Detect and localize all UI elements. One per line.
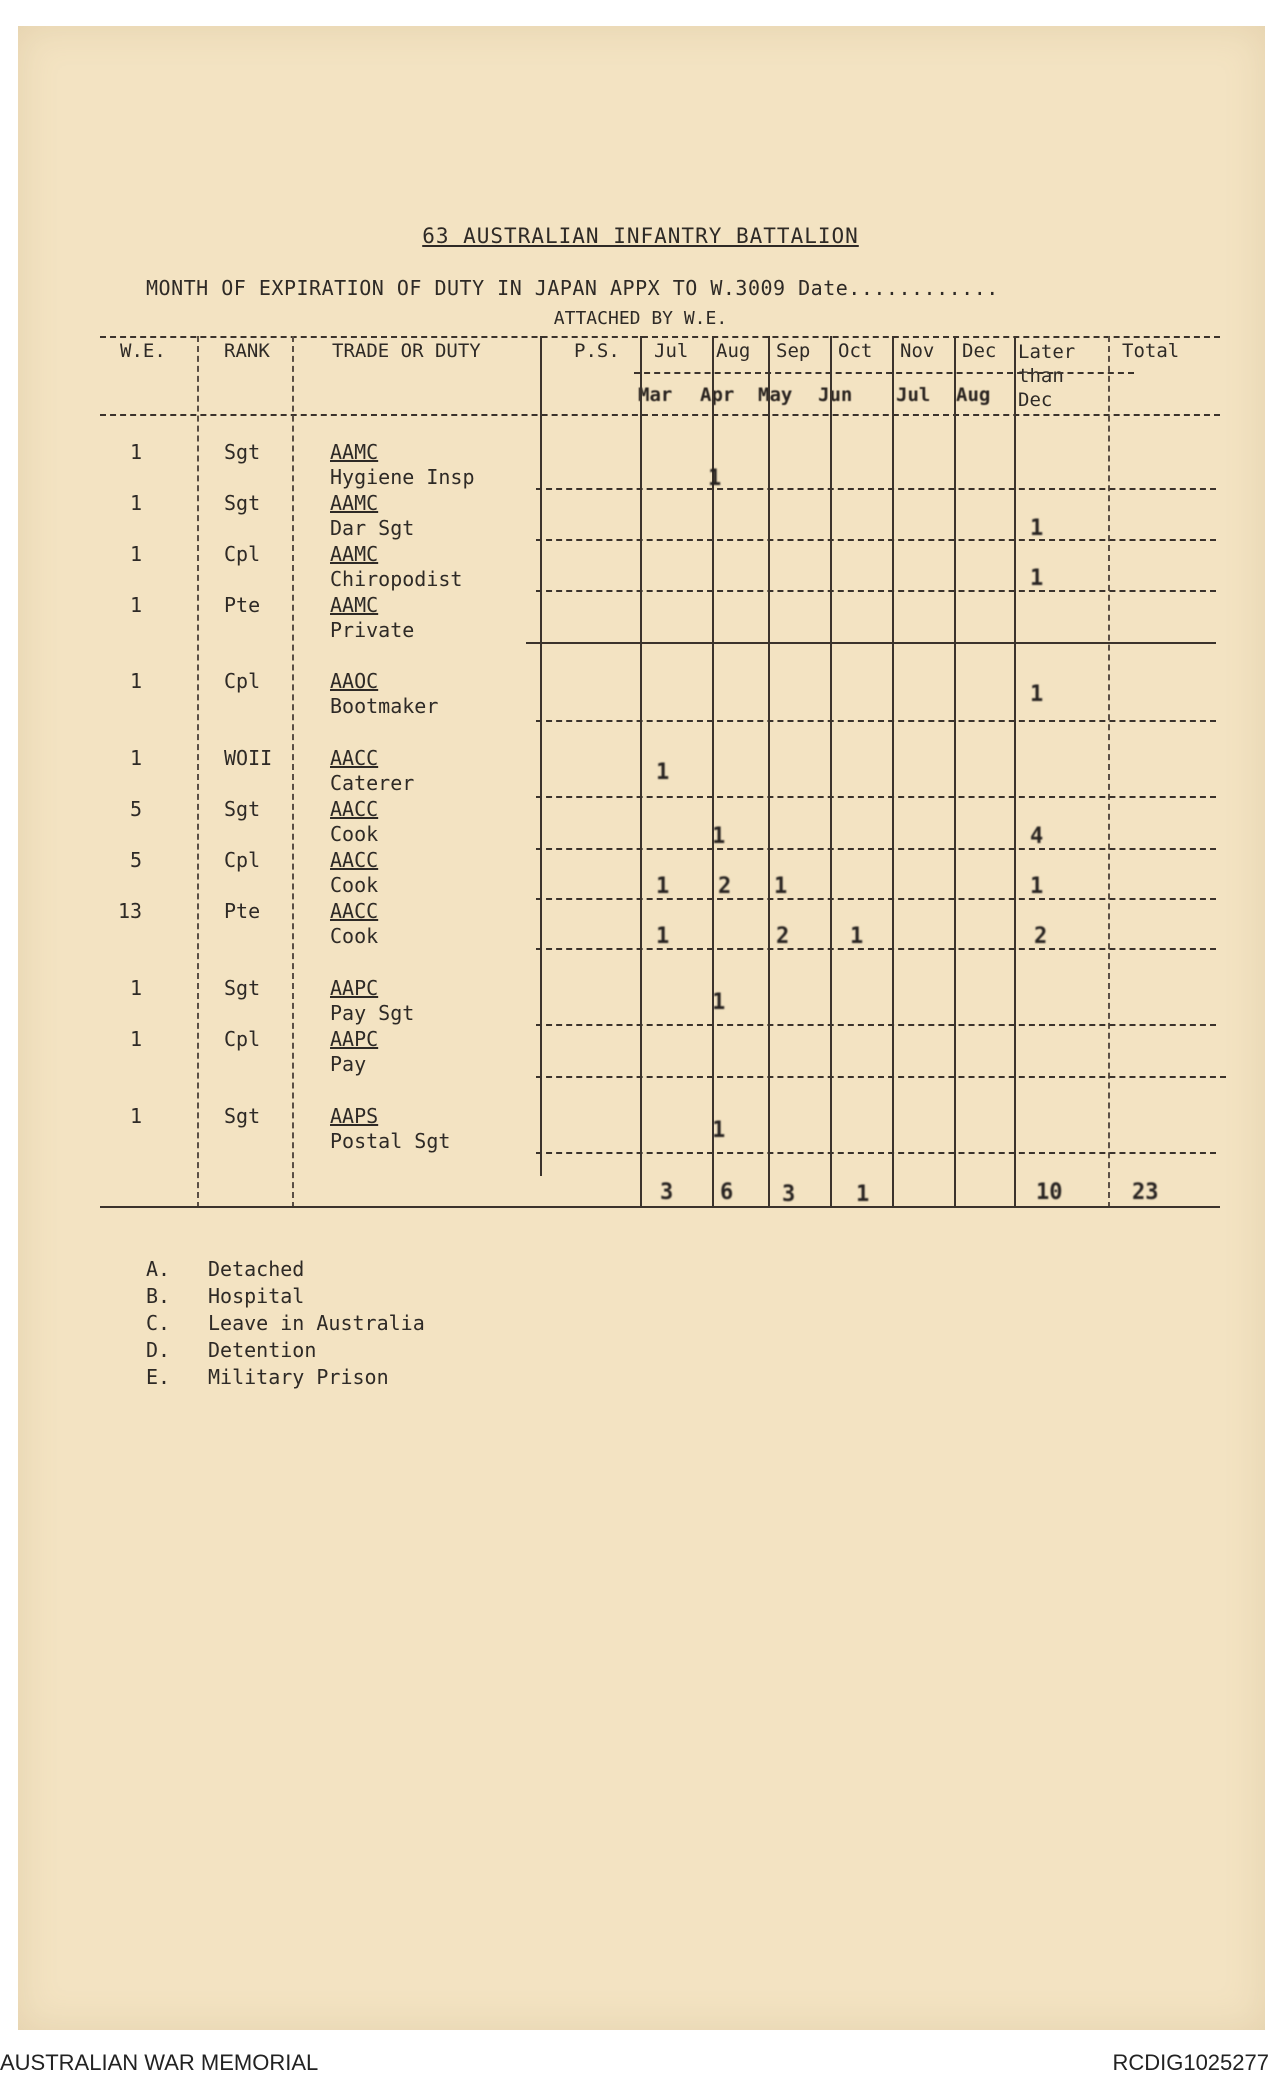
row-rule-3 <box>536 590 1216 592</box>
row-1-rank: Sgt <box>224 440 261 464</box>
row-rule-9 <box>536 948 1216 950</box>
header-total: Total <box>1122 340 1180 362</box>
attached-label: ATTACHED BY W.E. <box>553 308 728 329</box>
row-7-we: 5 <box>130 797 143 821</box>
row-1-trade <box>330 440 475 490</box>
legend-key: A. <box>146 1257 171 1281</box>
duty-table <box>100 336 1220 1208</box>
header-top-month-1: Jul <box>654 340 689 362</box>
row-3-duty: Chiropodist <box>330 567 463 591</box>
row-5-trade <box>330 669 438 719</box>
row-6-trade <box>330 746 414 796</box>
legend-text: Hospital <box>208 1284 305 1308</box>
row-5-corps: AAOC <box>330 669 379 693</box>
row-9-corps: AACC <box>330 899 379 923</box>
row-8-corps: AACC <box>330 848 379 872</box>
entry-cplcook-later: 1 <box>1030 874 1044 899</box>
entry-caterer-mar: 1 <box>656 760 670 785</box>
row-7-rank: Sgt <box>224 797 261 821</box>
row-2-rank: Sgt <box>224 491 261 515</box>
row-rule-12 <box>536 1152 1216 1154</box>
row-rule-6 <box>536 796 1216 798</box>
header-we: W.E. <box>120 340 166 362</box>
row-7-duty: Cook <box>330 822 379 846</box>
row-5-duty: Bootmaker <box>330 694 439 718</box>
row-4-corps: AAMC <box>330 593 379 617</box>
entry-sgtcook-apr: 1 <box>712 824 726 849</box>
row-2-duty: Dar Sgt <box>330 516 415 540</box>
row-12-rank: Sgt <box>224 1104 261 1128</box>
row-2-we: 1 <box>130 491 143 515</box>
row-4-duty: Private <box>330 618 415 642</box>
legend <box>146 1256 425 1391</box>
total-mar: 3 <box>660 1180 674 1205</box>
row-rule-1 <box>536 488 1216 490</box>
row-1-we: 1 <box>130 440 143 464</box>
entry-boot-later: 1 <box>1030 682 1044 707</box>
header-top-month-5: Nov <box>900 340 935 362</box>
row-rule-7 <box>536 848 1216 850</box>
row-10-duty: Pay Sgt <box>330 1001 415 1025</box>
header-top-month-3: Sep <box>776 340 811 362</box>
row-12-duty: Postal Sgt <box>330 1129 451 1153</box>
entry-paysgt-apr: 1 <box>712 990 726 1015</box>
row-8-rank: Cpl <box>224 848 261 872</box>
row-9-trade <box>330 899 378 949</box>
document-title: 63 AUSTRALIAN INFANTRY BATTALION <box>422 224 859 248</box>
entry-postal-apr: 1 <box>712 1118 726 1143</box>
row-8-trade <box>330 848 378 898</box>
table-bottom-rule <box>100 1206 1220 1208</box>
header-top-month-4: Oct <box>838 340 873 362</box>
legend-text: Leave in Australia <box>208 1311 425 1335</box>
legend-key: C. <box>146 1311 171 1335</box>
total-may: 3 <box>782 1182 796 1207</box>
row-11-duty: Pay <box>330 1052 367 1076</box>
col-divider-2 <box>292 336 294 1208</box>
row-10-trade <box>330 976 414 1026</box>
row-rule-4 <box>526 642 1216 644</box>
row-7-trade <box>330 797 378 847</box>
entry-ptecook-may: 2 <box>776 924 790 949</box>
entry-ptecook-jun: 1 <box>850 924 864 949</box>
header-bottom-month-6: Aug <box>956 384 991 406</box>
row-1-corps: AAMC <box>330 440 379 464</box>
legend-key: E. <box>146 1365 171 1389</box>
legend-item <box>146 1364 425 1391</box>
header-bottom-month-5: Jul <box>896 384 931 406</box>
header-ps: P.S. <box>574 340 620 362</box>
header-trade: TRADE OR DUTY <box>332 340 481 362</box>
legend-text: Military Prison <box>208 1365 389 1389</box>
row-8-we: 5 <box>130 848 143 872</box>
row-9-duty: Cook <box>330 924 379 948</box>
total-grand: 23 <box>1132 1180 1159 1205</box>
row-6-we: 1 <box>130 746 143 770</box>
row-rule-10 <box>536 1024 1216 1026</box>
row-10-corps: AAPC <box>330 976 379 1000</box>
col-divider-3 <box>540 336 542 1176</box>
row-11-rank: Cpl <box>224 1027 261 1051</box>
row-4-trade <box>330 593 414 643</box>
entry-ptecook-mar: 1 <box>656 924 670 949</box>
row-7-corps: AACC <box>330 797 379 821</box>
header-bottom-month-1: Mar <box>638 384 673 406</box>
row-11-corps: AAPC <box>330 1027 379 1051</box>
entry-hygiene-apr: 1 <box>708 466 722 491</box>
legend-item <box>146 1283 425 1310</box>
total-later: 10 <box>1036 1180 1063 1205</box>
row-rule-5 <box>536 720 1216 722</box>
header-bottom-month-4: Jun <box>818 384 853 406</box>
legend-key: D. <box>146 1338 171 1362</box>
row-4-rank: Pte <box>224 593 261 617</box>
entry-chiro-later: 1 <box>1030 566 1044 591</box>
row-9-rank: Pte <box>224 899 261 923</box>
row-11-trade <box>330 1027 378 1077</box>
header-top-month-6: Dec <box>962 340 997 362</box>
entry-sgtcook-later: 4 <box>1030 824 1044 849</box>
header-later: Later than Dec <box>1018 341 1076 411</box>
row-rule-11 <box>536 1076 1226 1078</box>
row-10-we: 1 <box>130 976 143 1000</box>
legend-item <box>146 1337 425 1364</box>
legend-text: Detached <box>208 1257 305 1281</box>
row-1-duty: Hygiene Insp <box>330 465 475 489</box>
header-bottom-month-2: Apr <box>700 384 735 406</box>
row-3-rank: Cpl <box>224 542 261 566</box>
legend-key: B. <box>146 1284 171 1308</box>
legend-text: Detention <box>208 1338 317 1362</box>
row-2-corps: AAMC <box>330 491 379 515</box>
row-6-corps: AACC <box>330 746 379 770</box>
document-subtitle: MONTH OF EXPIRATION OF DUTY IN JAPAN APPX TO W.3009 Date............ <box>146 276 999 300</box>
total-jun: 1 <box>856 1182 870 1207</box>
row-rule-2 <box>536 539 1216 541</box>
legend-item <box>146 1256 425 1283</box>
row-6-duty: Caterer <box>330 771 415 795</box>
row-12-we: 1 <box>130 1104 143 1128</box>
row-5-rank: Cpl <box>224 669 261 693</box>
row-12-corps: AAPS <box>330 1104 379 1128</box>
month-strike-rule <box>634 372 1134 374</box>
entry-cplcook-mar: 1 <box>656 874 670 899</box>
entry-ptecook-later: 2 <box>1034 924 1048 949</box>
row-11-we: 1 <box>130 1027 143 1051</box>
row-4-we: 1 <box>130 593 143 617</box>
legend-item <box>146 1310 425 1337</box>
entry-dar-later: 1 <box>1030 516 1044 541</box>
header-top-rule <box>100 336 1220 338</box>
row-10-rank: Sgt <box>224 976 261 1000</box>
entry-cplcook-may: 1 <box>774 874 788 899</box>
entry-cplcook-apr: 2 <box>718 874 732 899</box>
row-rule-8 <box>536 898 1216 900</box>
row-2-trade <box>330 491 414 541</box>
footer-record-id: RCDIG1025277 <box>1112 2050 1269 2075</box>
header-bottom-month-3: May <box>758 384 793 406</box>
row-5-we: 1 <box>130 669 143 693</box>
row-3-corps: AAMC <box>330 542 379 566</box>
row-6-rank: WOII <box>224 746 273 770</box>
header-bottom-rule <box>100 414 1220 416</box>
header-rank: RANK <box>224 340 270 362</box>
row-3-we: 1 <box>130 542 143 566</box>
footer-archive-name: AUSTRALIAN WAR MEMORIAL <box>0 2050 319 2075</box>
total-apr: 6 <box>720 1180 734 1205</box>
row-12-trade <box>330 1104 450 1154</box>
row-3-trade <box>330 542 462 592</box>
row-8-duty: Cook <box>330 873 379 897</box>
col-divider-1 <box>197 336 199 1208</box>
row-9-we: 13 <box>118 899 143 923</box>
header-top-month-2: Aug <box>716 340 751 362</box>
